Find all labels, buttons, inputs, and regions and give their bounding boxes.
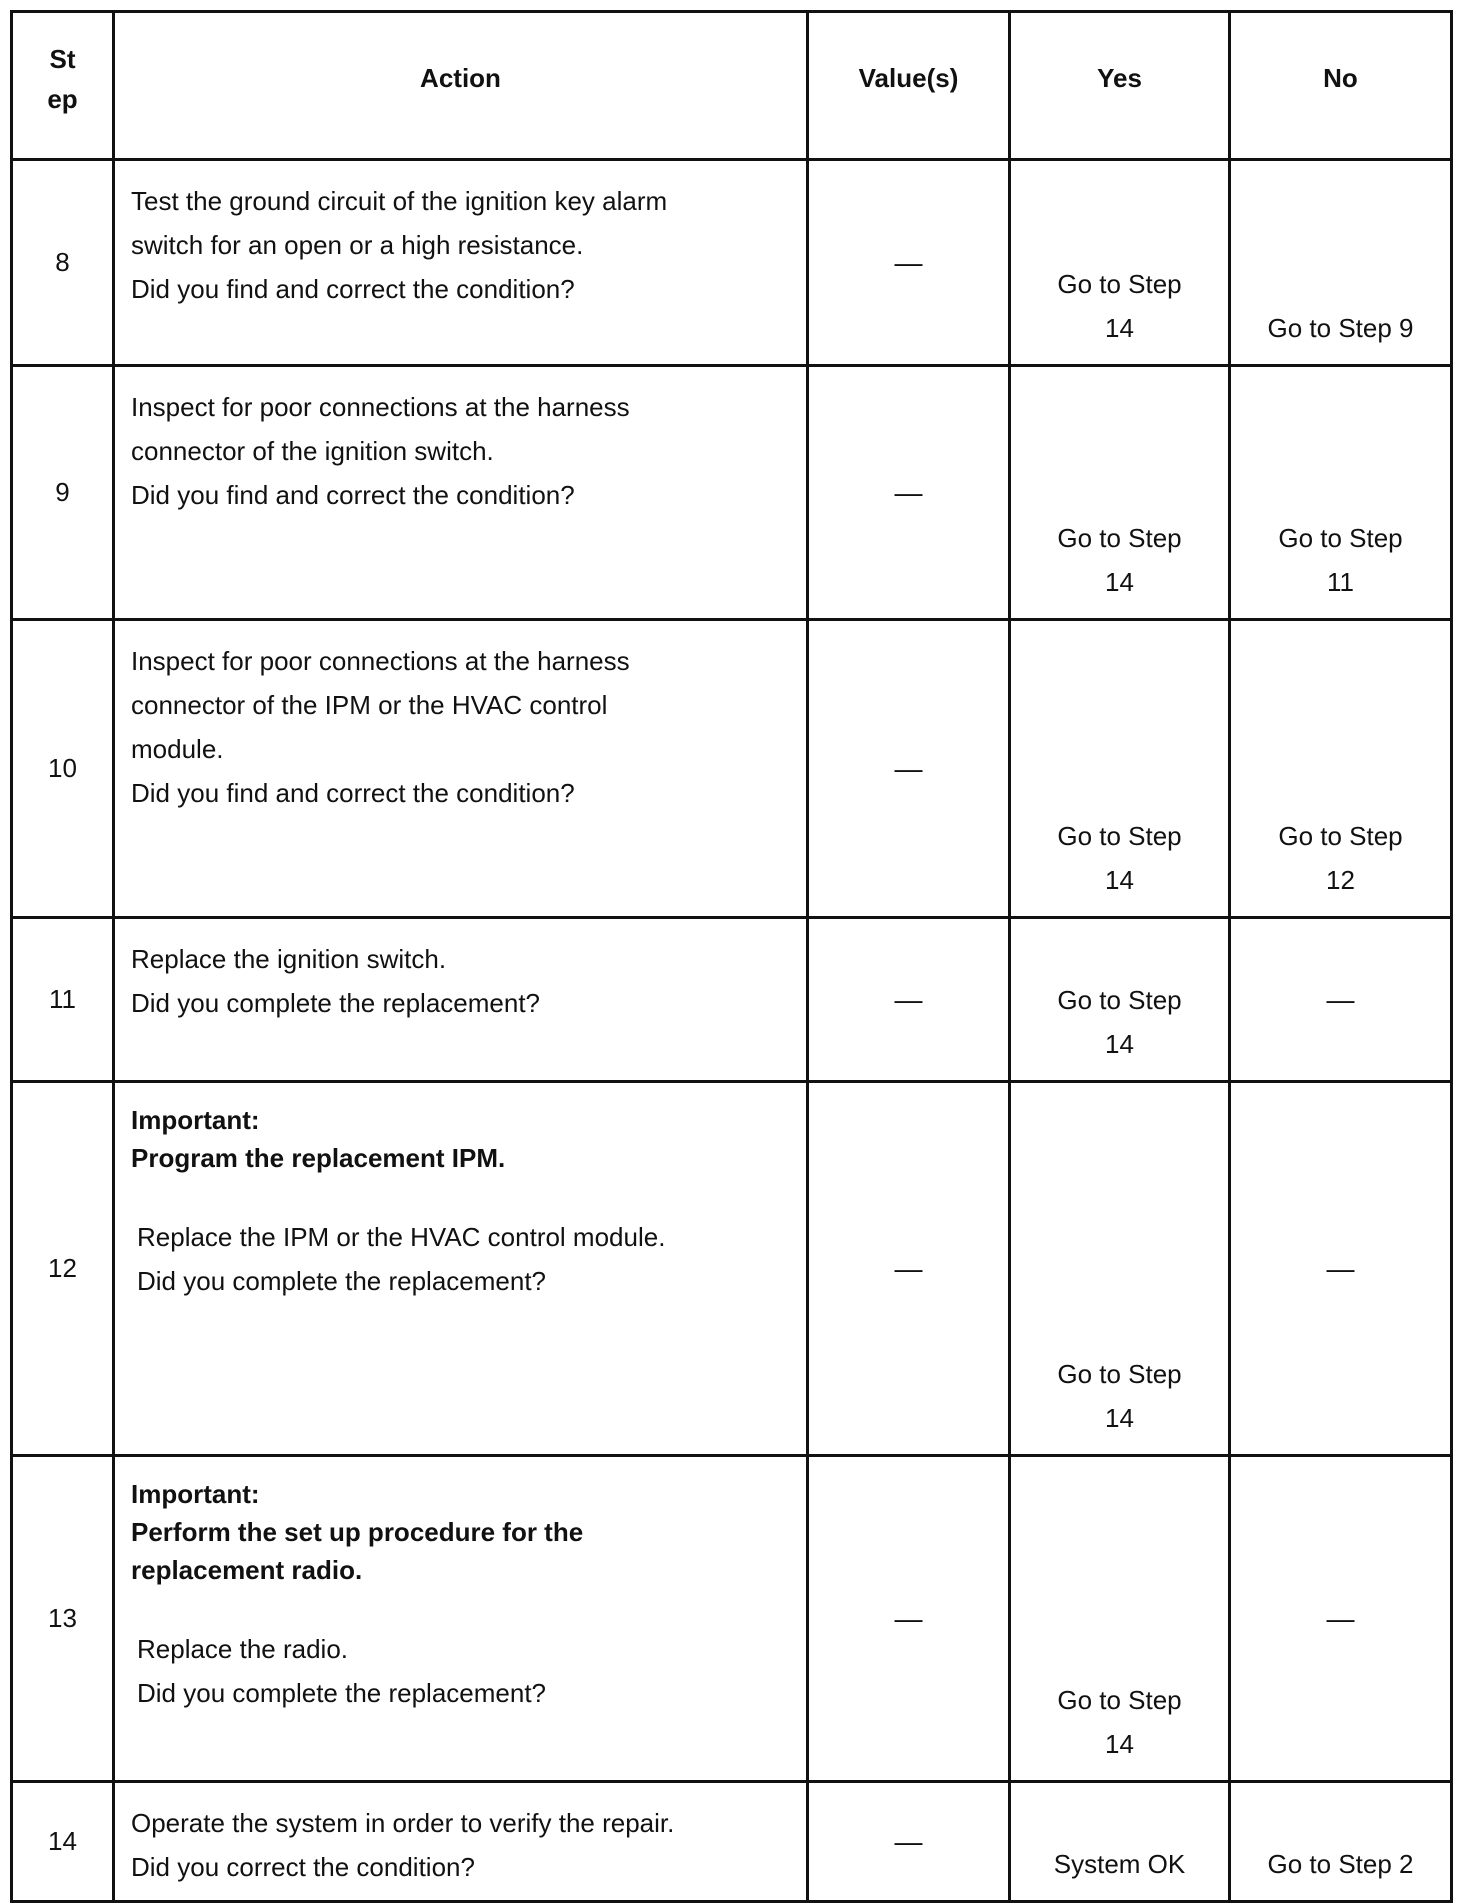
action-line: Operate the system in order to verify the repair.	[131, 1808, 675, 1838]
yes-cell	[1010, 620, 1230, 918]
action-line: Replace the IPM or the HVAC control module.	[137, 1222, 666, 1252]
values-cell: —	[808, 1782, 1010, 1902]
action-line: Replace the ignition switch.	[131, 944, 447, 974]
table-row	[12, 620, 1452, 918]
yes-cell	[1010, 1782, 1230, 1902]
values-cell: —	[808, 620, 1010, 918]
step-number: 11	[12, 918, 114, 1082]
yes-line: Go to Step	[1057, 985, 1182, 1015]
action-column-header: Action	[114, 12, 808, 160]
no-line: —	[1326, 1252, 1355, 1284]
values-column-header: Value(s)	[808, 12, 1010, 160]
table-row	[12, 160, 1452, 366]
action-line: connector of the ignition switch.	[131, 436, 494, 466]
action-cell	[114, 1456, 808, 1782]
action-cell	[114, 366, 808, 620]
values-cell: —	[808, 1456, 1010, 1782]
action-cell	[114, 918, 808, 1082]
spacer	[131, 1177, 790, 1215]
no-cell	[1230, 620, 1452, 918]
yes-line: 14	[1105, 567, 1134, 597]
no-line: Go to Step 9	[1267, 313, 1414, 343]
table-row	[12, 366, 1452, 620]
important-note: Perform the set up procedure for the	[131, 1517, 584, 1547]
yes-line: Go to Step	[1057, 821, 1182, 851]
no-cell	[1230, 918, 1452, 1082]
action-line: Did you complete the replacement?	[131, 988, 541, 1018]
no-line: Go to Step	[1278, 523, 1403, 553]
step-number: 9	[12, 366, 114, 620]
yes-cell	[1010, 366, 1230, 620]
action-cell	[114, 620, 808, 918]
values-cell: —	[808, 1082, 1010, 1456]
table-row	[12, 1782, 1452, 1902]
yes-cell	[1010, 1082, 1230, 1456]
action-line: Did you correct the condition?	[131, 1852, 475, 1882]
table-row	[12, 1456, 1452, 1782]
no-line: Go to Step 2	[1267, 1849, 1414, 1879]
important-note: Important:	[131, 1479, 260, 1509]
step-number: 13	[12, 1456, 114, 1782]
no-cell	[1230, 1782, 1452, 1902]
yes-line: Go to Step	[1057, 269, 1182, 299]
yes-cell	[1010, 918, 1230, 1082]
action-line: Inspect for poor connections at the harness	[131, 392, 630, 422]
yes-line: 14	[1105, 313, 1134, 343]
yes-line: System OK	[1053, 1849, 1186, 1879]
step-number: 10	[12, 620, 114, 918]
table-row	[12, 1082, 1452, 1456]
action-cell	[114, 1082, 808, 1456]
no-line: —	[1326, 1602, 1355, 1634]
action-line: Did you find and correct the condition?	[131, 274, 575, 304]
yes-line: Go to Step	[1057, 523, 1182, 553]
action-line: Did you complete the replacement?	[137, 1678, 547, 1708]
action-cell	[114, 160, 808, 366]
no-column-header: No	[1230, 12, 1452, 160]
action-line: connector of the IPM or the HVAC control	[131, 690, 608, 720]
no-line: Go to Step	[1278, 821, 1403, 851]
action-cell	[114, 1782, 808, 1902]
no-cell	[1230, 160, 1452, 366]
table-row	[12, 918, 1452, 1082]
values-cell: —	[808, 918, 1010, 1082]
step-header-line-1: St	[49, 43, 76, 74]
action-line: Replace the radio.	[137, 1634, 349, 1664]
yes-line: Go to Step	[1057, 1359, 1182, 1389]
yes-line: 14	[1105, 1029, 1134, 1059]
yes-column-header: Yes	[1010, 12, 1230, 160]
no-line: 11	[1327, 567, 1354, 597]
yes-line: 14	[1105, 1729, 1134, 1759]
no-line: 12	[1326, 865, 1355, 895]
no-cell	[1230, 366, 1452, 620]
action-line: Did you find and correct the condition?	[131, 480, 575, 510]
step-column-header	[12, 12, 114, 160]
spacer	[131, 1589, 790, 1627]
no-line: —	[1326, 983, 1355, 1015]
action-line: Inspect for poor connections at the harness	[131, 646, 630, 676]
step-number: 12	[12, 1082, 114, 1456]
important-note: Important:	[131, 1105, 260, 1135]
yes-cell	[1010, 160, 1230, 366]
header-row	[12, 12, 1452, 160]
yes-line: 14	[1105, 865, 1134, 895]
action-line: module.	[131, 734, 224, 764]
important-note: Program the replacement IPM.	[131, 1143, 506, 1173]
important-note: replacement radio.	[131, 1555, 363, 1585]
yes-line: Go to Step	[1057, 1685, 1182, 1715]
yes-line: 14	[1105, 1403, 1134, 1433]
values-cell: —	[808, 366, 1010, 620]
no-cell	[1230, 1456, 1452, 1782]
step-number: 14	[12, 1782, 114, 1902]
action-line: switch for an open or a high resistance.	[131, 230, 584, 260]
step-header-line-2: ep	[47, 83, 78, 114]
diagnostic-steps-table	[10, 10, 1453, 1903]
action-line: Did you complete the replacement?	[137, 1266, 547, 1296]
action-line: Test the ground circuit of the ignition key alarm	[131, 186, 668, 216]
yes-cell	[1010, 1456, 1230, 1782]
values-cell: —	[808, 160, 1010, 366]
action-line: Did you find and correct the condition?	[131, 778, 575, 808]
no-cell	[1230, 1082, 1452, 1456]
step-number: 8	[12, 160, 114, 366]
